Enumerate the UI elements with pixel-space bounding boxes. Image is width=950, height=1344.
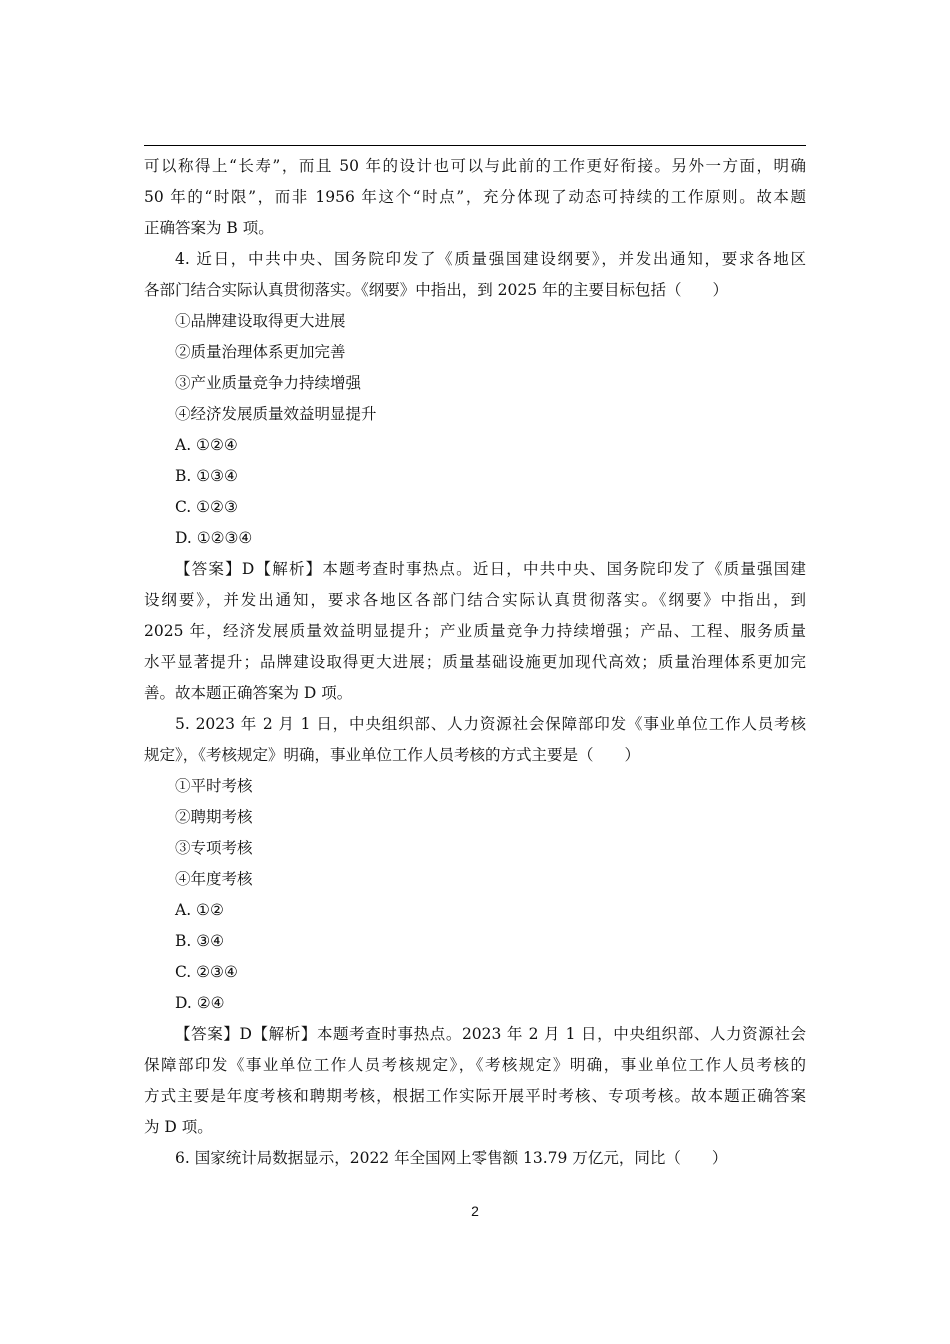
q5-option-d: D. ②④ [175, 994, 225, 1012]
q5-item-4: ④年度考核 [175, 870, 253, 888]
q4-answer-line-3: 2025 年，经济发展质量效益明显提升；产业质量竞争力持续增强；产品、工程、服务质量 [144, 622, 806, 640]
q4-answer-line-5: 善。故本题正确答案为 D 项。 [144, 684, 353, 702]
continuation-line-1: 可以称得上“长寿”，而且 50 年的设计也可以与此前的工作更好衔接。另外一方面，明确 [144, 157, 806, 175]
continuation-line-3: 正确答案为 B 项。 [144, 219, 274, 237]
q4-option-d: D. ①②③④ [175, 529, 253, 547]
q5-stem-line-1: 5. 2023 年 2 月 1 日，中央组织部、人力资源社会保障部印发《事业单位工作人员考核 [175, 715, 806, 733]
q5-option-c: C. ②③④ [175, 963, 238, 981]
q5-answer-line-4: 为 D 项。 [144, 1118, 213, 1136]
q5-answer-line-1: 【答案】D【解析】本题考查时事热点。2023 年 2 月 1 日，中央组织部、人力资源社会 [175, 1025, 806, 1043]
q4-stem-line-2: 各部门结合实际认真贯彻落实。《纲要》中指出，到 2025 年的主要目标包括（ ） [144, 281, 729, 299]
header-rule [144, 145, 806, 146]
q4-option-c: C. ①②③ [175, 498, 238, 516]
q5-item-2: ②聘期考核 [175, 808, 253, 826]
q4-stem-line-1: 4. 近日，中共中央、国务院印发了《质量强国建设纲要》，并发出通知，要求各地区 [175, 250, 806, 268]
q5-item-1: ①平时考核 [175, 777, 253, 795]
q5-stem-line-2: 规定》，《考核规定》明确，事业单位工作人员考核的方式主要是（ ） [144, 746, 641, 764]
q4-option-b: B. ①③④ [175, 467, 238, 485]
q4-answer-line-4: 水平显著提升；品牌建设取得更大进展；质量基础设施更加现代高效；质量治理体系更加完 [144, 653, 806, 671]
q6-stem-line-1: 6. 国家统计局数据显示，2022 年全国网上零售额 13.79 万亿元，同比（ ） [175, 1149, 728, 1167]
q4-answer-line-1: 【答案】D【解析】本题考查时事热点。近日，中共中央、国务院印发了《质量强国建 [175, 560, 806, 578]
q5-option-a: A. ①② [175, 901, 224, 919]
q4-answer-line-2: 设纲要》，并发出通知，要求各地区各部门结合实际认真贯彻落实。《纲要》中指出，到 [144, 591, 806, 609]
q4-item-3: ③产业质量竞争力持续增强 [175, 374, 362, 392]
page-content [144, 151, 806, 1174]
q5-answer-line-2: 保障部印发《事业单位工作人员考核规定》，《考核规定》明确，事业单位工作人员考核的 [144, 1056, 806, 1074]
q4-item-1: ①品牌建设取得更大进展 [175, 312, 346, 330]
q4-item-2: ②质量治理体系更加完善 [175, 343, 346, 361]
continuation-line-2: 50 年的“时限”，而非 1956 年这个“时点”，充分体现了动态可持续的工作原则。故本题 [144, 188, 806, 206]
q4-option-a: A. ①②④ [175, 436, 238, 454]
q5-option-b: B. ③④ [175, 932, 225, 950]
q5-item-3: ③专项考核 [175, 839, 253, 857]
q4-item-4: ④经济发展质量效益明显提升 [175, 405, 377, 423]
page-number: 2 [471, 1203, 479, 1219]
q5-answer-line-3: 方式主要是年度考核和聘期考核，根据工作实际开展平时考核、专项考核。故本题正确答案 [144, 1087, 806, 1105]
